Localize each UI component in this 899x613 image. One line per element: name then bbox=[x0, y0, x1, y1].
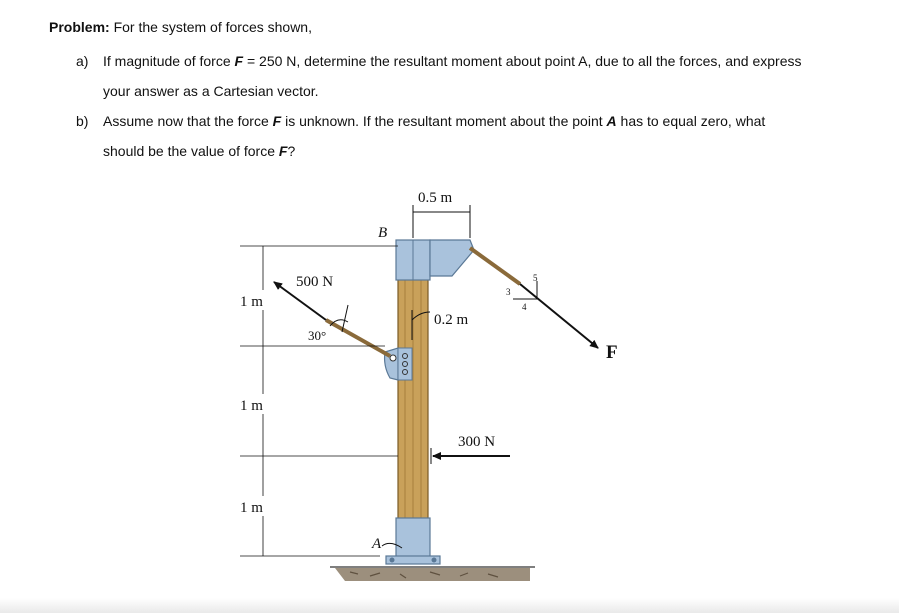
label-1m-bottom: 1 m bbox=[240, 500, 263, 516]
label-500N: 500 N bbox=[296, 274, 334, 290]
label-F: F bbox=[606, 342, 618, 363]
label-30deg: 30° bbox=[308, 328, 327, 343]
label-1m-mid: 1 m bbox=[240, 398, 263, 414]
dim-left-verticals bbox=[240, 246, 398, 556]
label-A: A bbox=[372, 536, 382, 552]
part-b-letter: b) bbox=[76, 113, 89, 129]
problem-heading bbox=[49, 12, 879, 42]
dim-0-5m bbox=[413, 205, 470, 238]
part-b-text: Assume now that the force bbox=[103, 113, 273, 129]
part-b bbox=[49, 106, 879, 166]
label-0-2m: 0.2 m bbox=[434, 312, 469, 328]
problem-label: Problem: bbox=[49, 19, 110, 35]
label-300N: 300 N bbox=[458, 434, 496, 450]
cable-500N bbox=[274, 282, 390, 356]
part-b-line-2 bbox=[103, 136, 879, 166]
part-b-var-F: F bbox=[272, 113, 282, 129]
bottom-shade bbox=[0, 598, 899, 613]
part-a-line-2: your answer as a Cartesian vector. bbox=[103, 83, 319, 99]
part-a-letter: a) bbox=[76, 53, 89, 69]
slope-5: 5 bbox=[533, 273, 538, 283]
part-b-var-A: A bbox=[606, 113, 617, 129]
part-a bbox=[49, 46, 879, 106]
part-a-text: If magnitude of force bbox=[103, 53, 235, 69]
part-b-line-1 bbox=[103, 106, 879, 136]
force-system-figure bbox=[230, 180, 650, 595]
part-b-var-F-2: F bbox=[278, 143, 288, 159]
label-1m-top: 1 m bbox=[240, 294, 263, 310]
part-b-text-5: ? bbox=[287, 143, 296, 159]
slope-4: 4 bbox=[522, 302, 527, 312]
problem-intro: For the system of forces shown, bbox=[109, 19, 312, 35]
wooden-post bbox=[398, 278, 428, 520]
label-0-5m: 0.5 m bbox=[418, 190, 453, 206]
part-b-text-3: has to equal zero, what bbox=[616, 113, 766, 129]
problem-statement bbox=[49, 12, 879, 166]
force-300N bbox=[431, 448, 510, 464]
part-a-line-1 bbox=[103, 46, 879, 76]
part-b-text-4: should be the value of force bbox=[103, 143, 279, 159]
cable-F bbox=[470, 248, 598, 348]
part-b-text-2: is unknown. If the resultant moment about the point bbox=[281, 113, 607, 129]
part-a-text-2: = 250 N, determine the resultant moment about point A, due to all the forces, and express bbox=[243, 53, 802, 69]
top-bracket bbox=[396, 240, 474, 280]
label-B: B bbox=[378, 225, 388, 241]
slope-3: 3 bbox=[506, 287, 511, 297]
base-bracket bbox=[386, 518, 440, 564]
mid-clevis-bracket bbox=[385, 348, 412, 380]
ground bbox=[330, 567, 535, 581]
part-a-var-F: F bbox=[234, 53, 244, 69]
